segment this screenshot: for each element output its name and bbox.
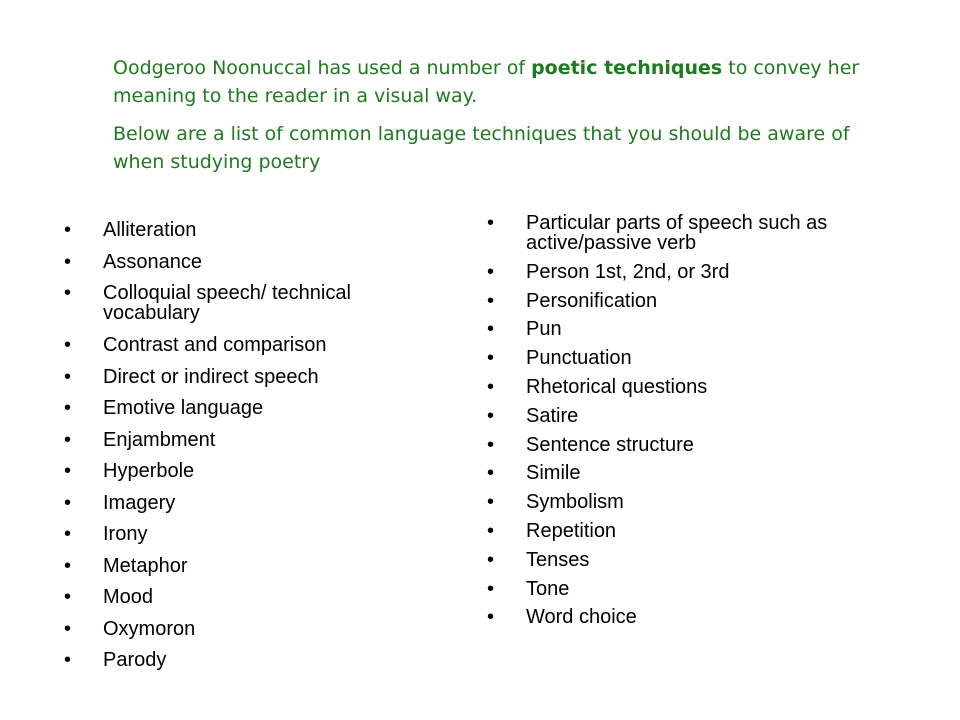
intro-paragraph-1	[113, 54, 873, 110]
technique-list-right	[487, 213, 907, 636]
intro-paragraph-2: Below are a list of common language techniques that you should be aware of when studying poetry	[113, 123, 850, 173]
list-item: • Symbolism	[487, 492, 907, 512]
list-item: • Repetition	[487, 521, 907, 541]
list-item: • Personification	[487, 291, 907, 311]
list-item: • Satire	[487, 406, 907, 426]
intro-text-block	[113, 54, 873, 186]
technique-list-left	[64, 220, 424, 682]
list-item: • Emotive language	[64, 398, 424, 418]
list-item: • Punctuation	[487, 348, 907, 368]
list-item: • Direct or indirect speech	[64, 367, 424, 387]
intro-p1-end: to convey her meaning to the reader in a visual way.	[113, 57, 860, 107]
list-item: • Enjambment	[64, 430, 424, 450]
list-item: • Pun	[487, 319, 907, 339]
list-item: • Person 1st, 2nd, or 3rd	[487, 262, 907, 282]
list-item: • Colloquial speech/ technical vocabulary	[64, 283, 424, 323]
list-item: • Assonance	[64, 252, 424, 272]
list-item: • Irony	[64, 524, 424, 544]
list-item: • Parody	[64, 650, 424, 670]
list-item: • Tone	[487, 579, 907, 599]
list-item: • Imagery	[64, 493, 424, 513]
list-item: • Hyperbole	[64, 461, 424, 481]
list-item: • Contrast and comparison	[64, 335, 424, 355]
list-item: • Word choice	[487, 607, 907, 627]
intro-p1-emphasis: poetic techniques	[531, 57, 723, 79]
intro-p1-start: Oodgeroo Noonuccal has used a number of	[113, 57, 532, 79]
list-item: • Oxymoron	[64, 619, 424, 639]
list-item: • Alliteration	[64, 220, 424, 240]
list-item: • Sentence structure	[487, 435, 907, 455]
list-item: • Tenses	[487, 550, 907, 570]
list-item: • Metaphor	[64, 556, 424, 576]
list-item: • Rhetorical questions	[487, 377, 907, 397]
list-item: • Simile	[487, 463, 907, 483]
list-item: • Particular parts of speech such as active/passive verb	[487, 213, 907, 253]
list-item: • Mood	[64, 587, 424, 607]
